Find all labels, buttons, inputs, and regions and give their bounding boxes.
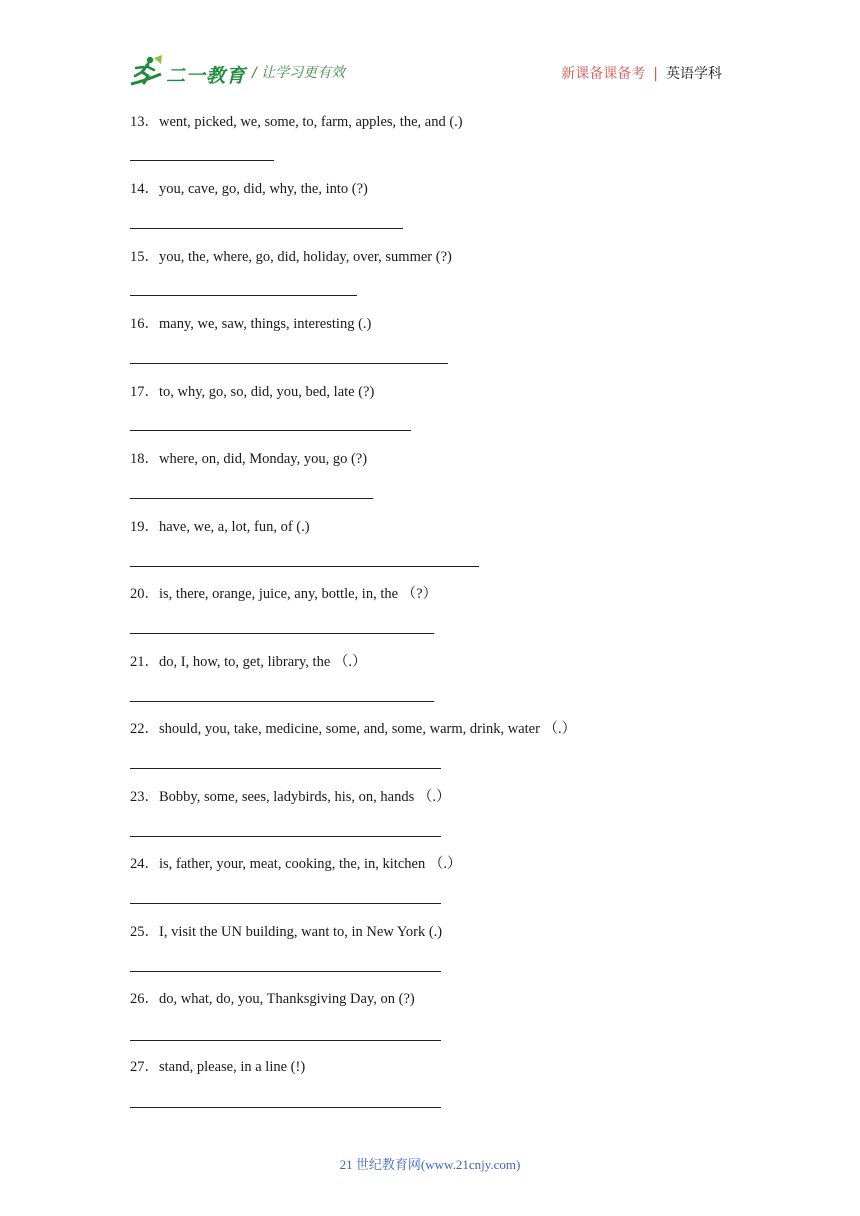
slogan: / 让学习更有效 <box>252 65 346 81</box>
question-24 <box>130 855 750 873</box>
logo <box>128 54 248 90</box>
answer-line[interactable] <box>130 971 441 972</box>
question-text: 17．to, why, go, so, did, you, bed, late (?) <box>130 384 375 400</box>
question-text: 14．you, cave, go, did, why, the, into (?) <box>130 181 368 197</box>
question-27 <box>130 1058 750 1076</box>
question-text: 22．should, you, take, medicine, some, and, some, warm, drink, water （.） <box>130 721 577 737</box>
question-text: 24．is, father, your, meat, cooking, the, in, kitchen （.） <box>130 856 462 872</box>
logo-text: 二一教育 <box>166 65 247 87</box>
question-text: 25．I, visit the UN building, want to, in New York (.) <box>130 924 443 940</box>
question-16 <box>130 315 750 333</box>
subject-label <box>561 63 722 83</box>
question-20 <box>130 585 750 603</box>
answer-line[interactable] <box>130 228 403 229</box>
runner-logo-icon <box>128 54 164 90</box>
question-text: 26．do, what, do, you, Thanksgiving Day, on (?) <box>130 991 415 1007</box>
question-text: 20．is, there, orange, juice, any, bottle, in, the （?） <box>130 586 438 602</box>
answer-line[interactable] <box>130 836 441 837</box>
question-text: 16．many, we, saw, things, interesting (.) <box>130 316 372 332</box>
answer-line[interactable] <box>130 363 448 364</box>
page-footer[interactable]: 21 世纪教育网(www.21cnjy.com) <box>339 1157 521 1172</box>
answer-line[interactable] <box>130 903 441 904</box>
question-22 <box>130 720 750 738</box>
answer-line[interactable] <box>130 1040 441 1041</box>
question-13 <box>130 113 750 131</box>
question-text: 18．where, on, did, Monday, you, go (?) <box>130 451 368 467</box>
answer-line[interactable] <box>130 160 274 161</box>
question-18 <box>130 450 750 468</box>
answer-line[interactable] <box>130 701 434 702</box>
question-text: 23．Bobby, some, sees, ladybirds, his, on, hands （.） <box>130 789 451 805</box>
question-text: 19．have, we, a, lot, fun, of (.) <box>130 519 310 535</box>
question-21 <box>130 653 750 671</box>
answer-line[interactable] <box>130 1107 441 1108</box>
answer-line[interactable] <box>130 498 373 499</box>
answer-line[interactable] <box>130 566 479 567</box>
question-text: 15．you, the, where, go, did, holiday, over, summer (?) <box>130 249 452 265</box>
question-text: 13．went, picked, we, some, to, farm, apples, the, and (.) <box>130 114 463 130</box>
question-text: 27．stand, please, in a line (!) <box>130 1059 306 1075</box>
subject-name: 英语学科 <box>666 66 722 82</box>
question-text: 21．do, I, how, to, get, library, the （.） <box>130 654 367 670</box>
question-23 <box>130 788 750 806</box>
question-15 <box>130 248 750 266</box>
question-17 <box>130 383 750 401</box>
answer-line[interactable] <box>130 295 357 296</box>
header-separator: | <box>653 66 658 82</box>
question-26 <box>130 990 750 1008</box>
page-header <box>0 0 860 100</box>
answer-line[interactable] <box>130 633 434 634</box>
question-25 <box>130 923 750 941</box>
question-19 <box>130 518 750 536</box>
question-14 <box>130 180 750 198</box>
course-label: 新课备课备考 <box>561 66 646 82</box>
answer-line[interactable] <box>130 768 441 769</box>
answer-line[interactable] <box>130 430 411 431</box>
